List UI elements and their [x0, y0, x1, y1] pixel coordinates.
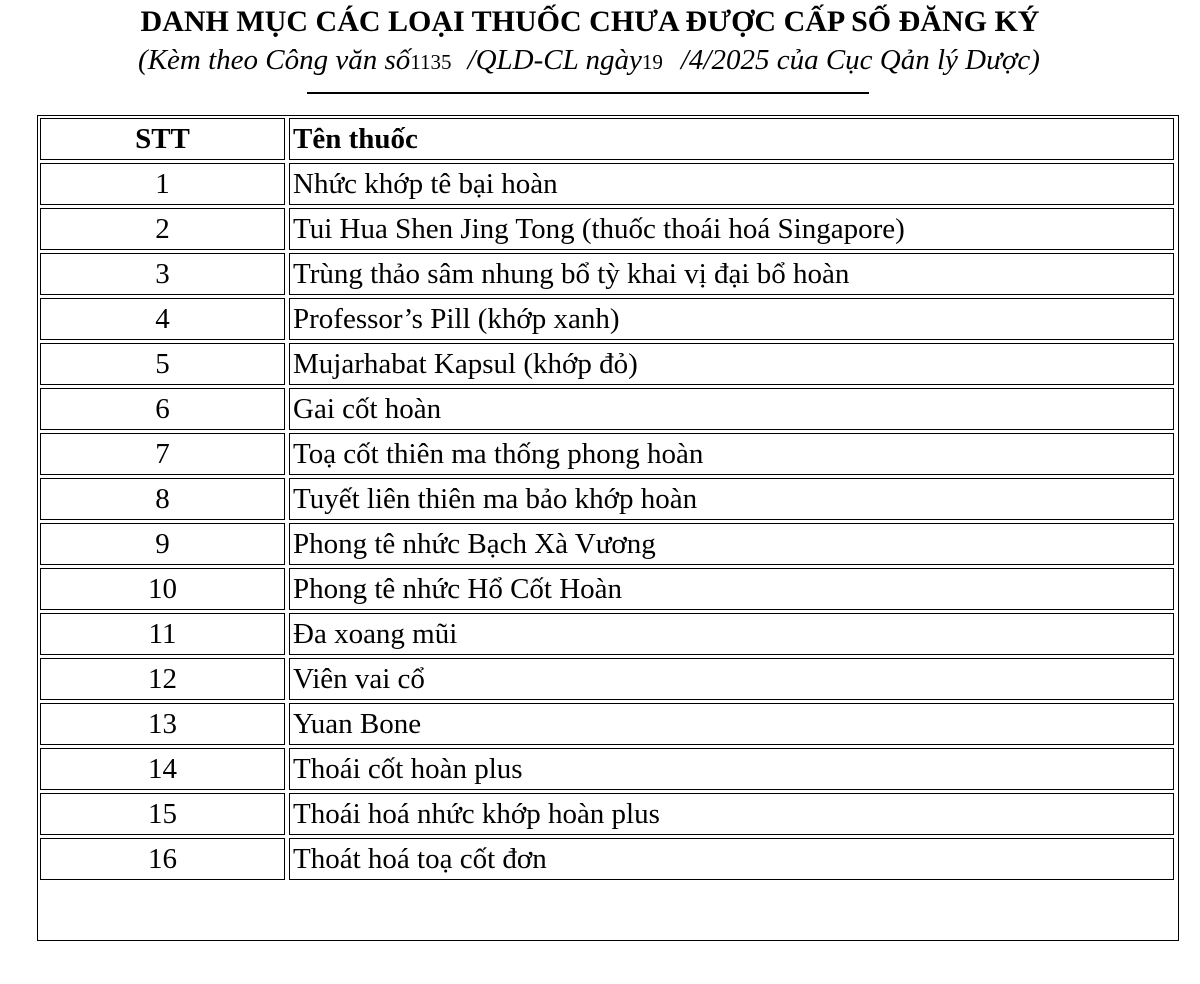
row-drug-name: Phong tê nhức Hổ Cốt Hoàn — [289, 568, 1174, 610]
row-drug-name: Gai cốt hoàn — [289, 388, 1174, 430]
table-row — [40, 838, 1174, 880]
row-drug-name: Thoái hoá nhức khớp hoàn plus — [289, 793, 1174, 835]
table-row — [40, 253, 1174, 295]
table-row — [40, 388, 1174, 430]
row-stt: 2 — [40, 208, 285, 250]
row-drug-name: Yuan Bone — [289, 703, 1174, 745]
header-drug-name: Tên thuốc — [289, 118, 1174, 160]
table-row — [40, 163, 1174, 205]
row-drug-name: Thoái cốt hoàn plus — [289, 748, 1174, 790]
row-stt: 6 — [40, 388, 285, 430]
row-stt: 8 — [40, 478, 285, 520]
document-subtitle — [0, 42, 1178, 80]
row-stt: 16 — [40, 838, 285, 880]
row-drug-name: Tuyết liên thiên ma bảo khớp hoàn — [289, 478, 1174, 520]
table-body — [40, 163, 1174, 880]
table-row — [40, 703, 1174, 745]
table-header-row — [40, 118, 1174, 160]
row-stt: 11 — [40, 613, 285, 655]
table-row — [40, 208, 1174, 250]
dispatch-number: 1135 — [410, 50, 452, 74]
table-row — [40, 523, 1174, 565]
row-stt: 4 — [40, 298, 285, 340]
row-drug-name: Thoát hoá toạ cốt đơn — [289, 838, 1174, 880]
row-drug-name: Đa xoang mũi — [289, 613, 1174, 655]
table-row — [40, 298, 1174, 340]
table-row — [40, 433, 1174, 475]
row-stt: 10 — [40, 568, 285, 610]
row-drug-name: Viên vai cổ — [289, 658, 1174, 700]
table-row — [40, 478, 1174, 520]
dispatch-day: 19 — [641, 50, 663, 74]
subtitle-prefix: (Kèm theo Công văn số — [138, 44, 411, 76]
row-stt: 14 — [40, 748, 285, 790]
row-drug-name: Professor’s Pill (khớp xanh) — [289, 298, 1174, 340]
row-stt: 7 — [40, 433, 285, 475]
row-drug-name: Toạ cốt thiên ma thống phong hoàn — [289, 433, 1174, 475]
row-stt: 13 — [40, 703, 285, 745]
row-stt: 9 — [40, 523, 285, 565]
row-drug-name: Phong tê nhức Bạch Xà Vương — [289, 523, 1174, 565]
row-drug-name: Nhức khớp tê bại hoàn — [289, 163, 1174, 205]
title-underline — [307, 92, 869, 94]
subtitle-suffix: /4/2025 của Cục Qản lý Dược) — [680, 44, 1040, 76]
row-stt: 5 — [40, 343, 285, 385]
row-stt: 3 — [40, 253, 285, 295]
header-stt: STT — [40, 118, 285, 160]
unregistered-drugs-table — [36, 115, 1178, 883]
table-row — [40, 613, 1174, 655]
document-title: DANH MỤC CÁC LOẠI THUỐC CHƯA ĐƯỢC CẤP SỐ ĐĂNG KÝ — [140, 5, 1040, 38]
row-drug-name: Mujarhabat Kapsul (khớp đỏ) — [289, 343, 1174, 385]
row-drug-name: Tui Hua Shen Jing Tong (thuốc thoái hoá Singapore) — [289, 208, 1174, 250]
table-row — [40, 658, 1174, 700]
row-stt: 12 — [40, 658, 285, 700]
table-row — [40, 793, 1174, 835]
row-stt: 1 — [40, 163, 285, 205]
table-row — [40, 343, 1174, 385]
table-row — [40, 748, 1174, 790]
subtitle-middle: /QLD-CL ngày — [467, 44, 642, 76]
table-row — [40, 568, 1174, 610]
row-stt: 15 — [40, 793, 285, 835]
row-drug-name: Trùng thảo sâm nhung bổ tỳ khai vị đại bổ hoàn — [289, 253, 1174, 295]
